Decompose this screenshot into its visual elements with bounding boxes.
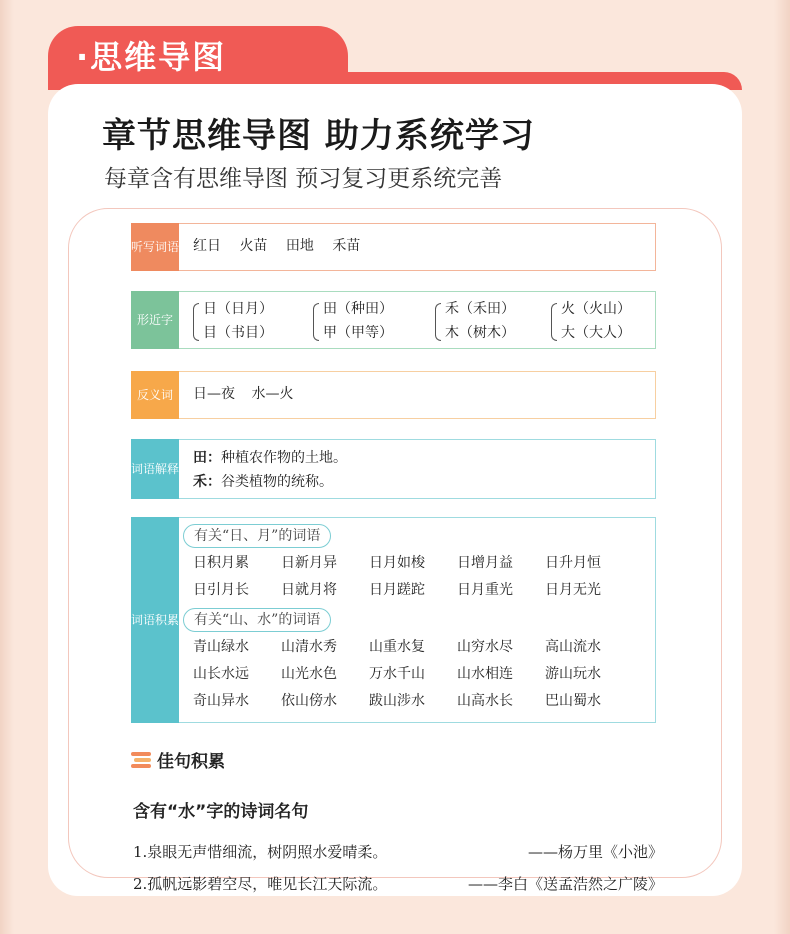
accumulation-row	[131, 517, 656, 723]
left-edge-decoration	[0, 0, 14, 934]
idiom-item: 日月如梭	[369, 555, 425, 571]
idiom-item: 青山绿水	[193, 639, 249, 655]
idiom-item: 山清水秀	[281, 639, 337, 655]
char-pair: 火（火山） 大（大人）	[551, 297, 669, 345]
idiom-item: 山重水复	[369, 639, 425, 655]
char-pair: 禾（禾田） 木（树木）	[435, 297, 553, 345]
right-edge-decoration	[774, 0, 790, 934]
idiom-item: 日月无光	[545, 582, 601, 598]
brace-icon	[435, 303, 441, 341]
explain-label: 词语 解释	[131, 439, 179, 499]
explain-row	[131, 439, 656, 499]
books-icon	[131, 752, 151, 768]
sentences-heading: 佳句积累	[131, 747, 225, 772]
idiom-item: 日升月恒	[545, 555, 601, 571]
similar-chars-body	[179, 291, 656, 349]
idiom-item: 山高水长	[457, 693, 513, 709]
idiom-item: 山水相连	[457, 666, 513, 682]
page-headline: 章节思维导图 助力系统学习	[102, 116, 535, 156]
antonyms-label: 反义词	[131, 371, 179, 419]
brace-icon	[193, 303, 199, 341]
idiom-item: 山穷水尽	[457, 639, 513, 655]
idiom-item: 日月重光	[457, 582, 513, 598]
dictation-label: 听写 词语	[131, 223, 179, 271]
idiom-item: 山长水远	[193, 666, 249, 682]
antonyms-row	[131, 371, 656, 419]
dictation-row	[131, 223, 656, 271]
similar-chars-label: 形近字	[131, 291, 179, 349]
idiom-item: 日月蹉跎	[369, 582, 425, 598]
section-tab-label: ·思维导图	[76, 38, 227, 76]
idiom-item: 游山玩水	[545, 666, 601, 682]
idiom-item: 日新月异	[281, 555, 337, 571]
idiom-item: 依山傍水	[281, 693, 337, 709]
idiom-item: 日积月累	[193, 555, 249, 571]
char-pair: 日（日月） 目（书目）	[193, 297, 311, 345]
char-pair: 田（种田） 甲（甲等）	[313, 297, 431, 345]
explain-item: 田：种植农作物的土地。	[193, 450, 347, 466]
group-title-sun-moon: 有关“日、月”的词语	[183, 524, 331, 548]
accumulation-label: 词语 积累	[131, 517, 179, 723]
idiom-list-sun-moon	[183, 550, 651, 604]
antonyms-text: 日—夜 水—火	[179, 371, 656, 419]
brace-icon	[313, 303, 319, 341]
poem-line: 1.泉眼无声惜细流，树阴照水爱晴柔。 ——杨万里《小池》	[133, 843, 663, 861]
idiom-item: 万水千山	[369, 666, 425, 682]
accumulation-body	[179, 517, 656, 723]
idiom-item: 巴山蜀水	[545, 693, 601, 709]
mind-map-panel	[68, 208, 722, 893]
page-subline: 每章含有思维导图 预习复习更系统完善	[104, 166, 503, 192]
idiom-item: 日增月益	[457, 555, 513, 571]
idiom-item: 跋山涉水	[369, 693, 425, 709]
idiom-item: 日就月将	[281, 582, 337, 598]
idiom-item: 山光水色	[281, 666, 337, 682]
idiom-list-mountain-water	[183, 634, 651, 715]
explain-item: 禾：谷类植物的统称。	[193, 474, 333, 490]
idiom-item: 奇山异水	[193, 693, 249, 709]
poem-line: 2.孤帆远影碧空尽，唯见长江天际流。 ——李白《送孟浩然之广陵》	[133, 875, 663, 893]
idiom-item: 高山流水	[545, 639, 601, 655]
explain-body	[179, 439, 656, 499]
similar-chars-row	[131, 291, 656, 349]
idiom-item: 日引月长	[193, 582, 249, 598]
dictation-words: 红日 火苗 田地 禾苗	[179, 223, 656, 271]
brace-icon	[551, 303, 557, 341]
group-title-mountain-water: 有关“山、水”的词语	[183, 608, 331, 632]
poem-section-title: 含有“水”字的诗词名句	[133, 802, 309, 822]
